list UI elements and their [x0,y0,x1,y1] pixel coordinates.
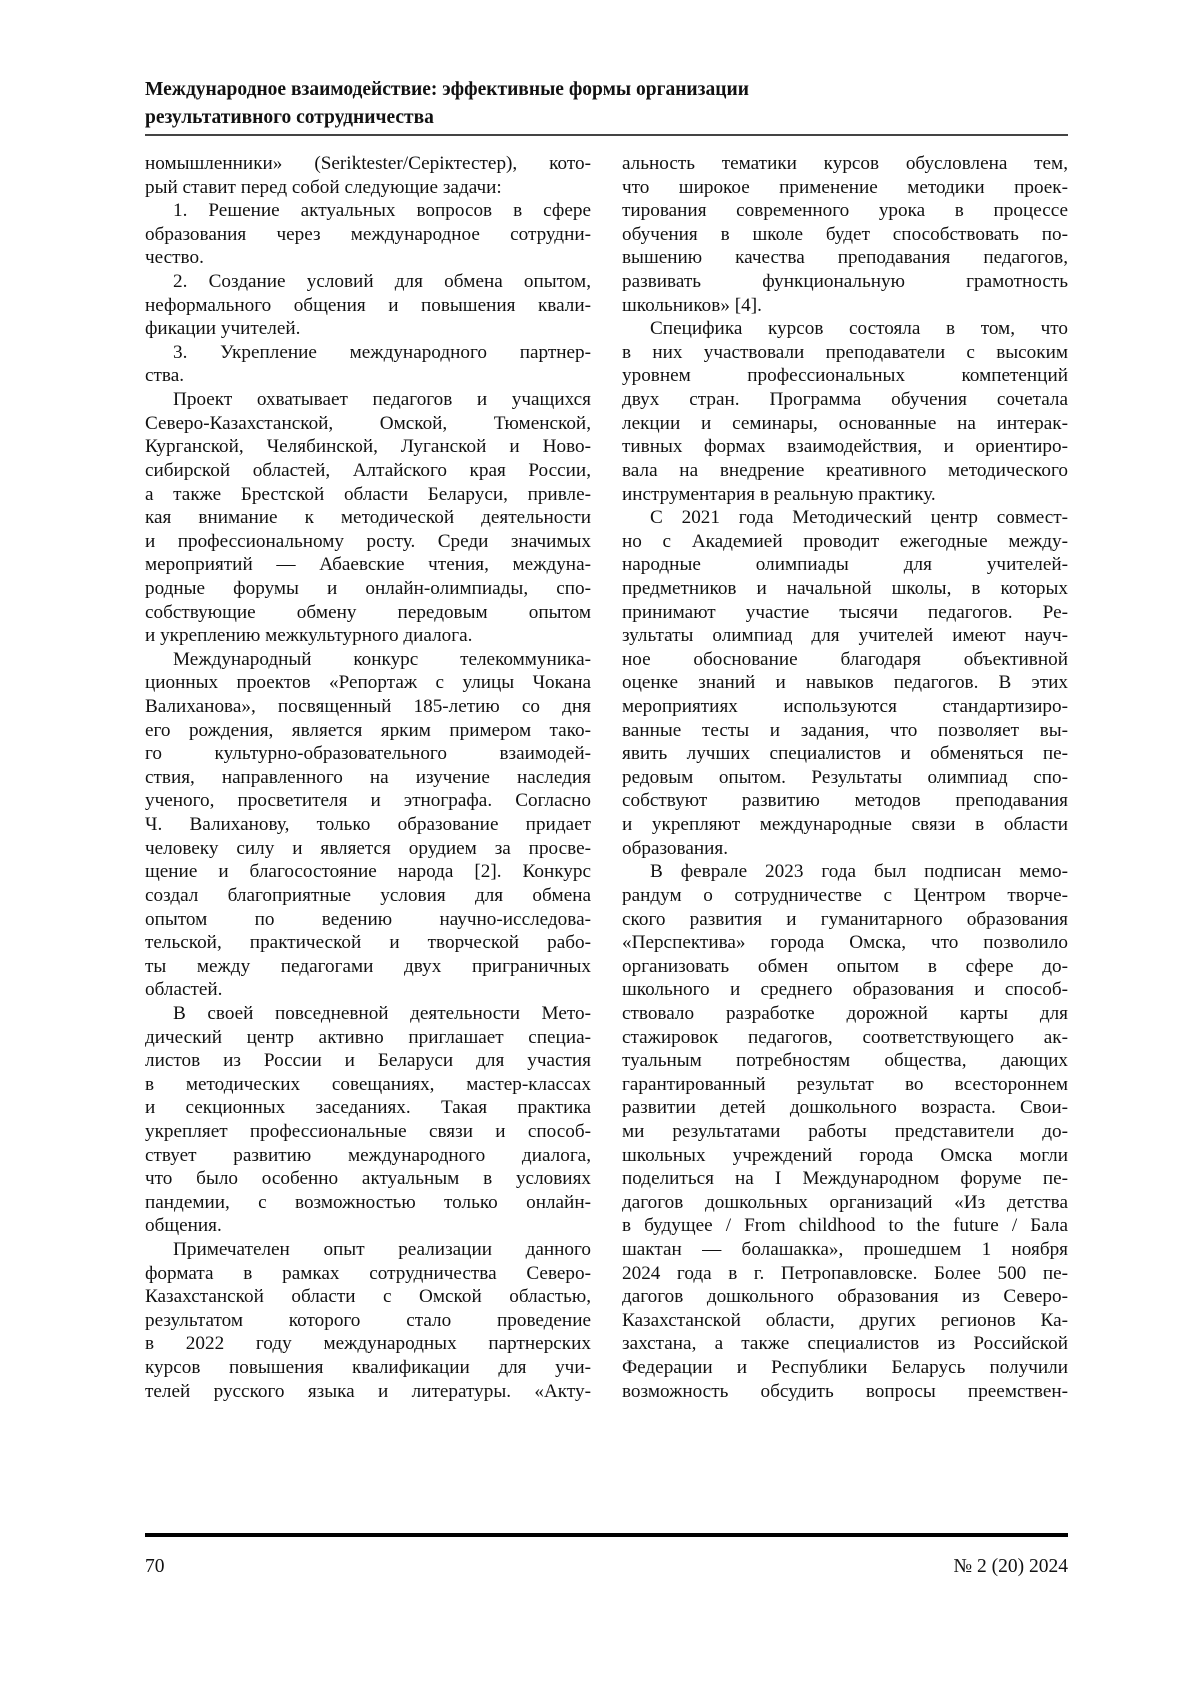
text-line: организовать обмен опытом в сфере до- [622,955,1068,979]
issue-number: № 2 (20) 2024 [954,1556,1068,1578]
text-line: шактан — болашакка», прошедшем 1 ноября [622,1238,1068,1262]
text-line: Международный конкурс телекоммуника- [145,648,591,672]
text-line: ты между педагогами двух приграничных [145,955,591,979]
paragraph [622,860,1068,1403]
text-line: 2. Создание условий для обмена опытом, [145,270,591,294]
text-line: захстана, а также специалистов из Российской [622,1332,1068,1356]
text-line: листов из России и Беларуси для участия [145,1049,591,1073]
paragraph [622,317,1068,506]
text-line: его рождения, является ярким примером тако- [145,719,591,743]
text-line: собствующие обмену передовым опытом [145,601,591,625]
text-line: неформального общения и повышения квали- [145,294,591,318]
text-line: мероприятиях используются стандартизиро- [622,695,1068,719]
text-line: дагогов дошкольного образования из Северо- [622,1285,1068,1309]
paragraph [145,388,591,648]
text-line: и профессиональному росту. Среди значимых [145,530,591,554]
text-line: результатом которого стало проведение [145,1309,591,1333]
text-line: Казахстанской области с Омской областью, [145,1285,591,1309]
text-line: школьников» [4]. [622,294,1068,318]
text-line: собствуют развитию методов преподавания [622,789,1068,813]
text-line: что широкое применение методики проек- [622,176,1068,200]
text-line: щение и благосостояние народа [2]. Конкурс [145,860,591,884]
text-line: тельской, практической и творческой рабо- [145,931,591,955]
text-line: фикации учителей. [145,317,591,341]
text-line: формата в рамках сотрудничества Северо- [145,1262,591,1286]
paragraph [145,341,591,388]
text-line: В феврале 2023 года был подписан мемо- [622,860,1068,884]
text-line: оценке знаний и навыков педагогов. В этих [622,671,1068,695]
text-line: развитии детей дошкольного возраста. Свои- [622,1096,1068,1120]
text-line: явить лучших специалистов и обменяться пе- [622,742,1068,766]
text-line: мероприятий — Абаевские чтения, междуна- [145,553,591,577]
text-line: «Перспектива» города Омска, что позволило [622,931,1068,955]
text-line: школьного и среднего образования и способ- [622,978,1068,1002]
text-line: в них участвовали преподаватели с высоким [622,341,1068,365]
paragraph [622,506,1068,860]
text-line: в методических совещаниях, мастер-классах [145,1073,591,1097]
text-line: общения. [145,1214,591,1238]
text-line: предметников и начальной школы, в которых [622,577,1068,601]
text-line: создал благоприятные условия для обмена [145,884,591,908]
text-line: кая внимание к методической деятельности [145,506,591,530]
text-line: ванные тесты и задания, что позволяет вы- [622,719,1068,743]
footer-divider [145,1533,1068,1537]
text-line: В своей повседневной деятельности Мето- [145,1002,591,1026]
text-line: рый ставит перед собой следующие задачи: [145,176,591,200]
text-line: вала на внедрение креативного методического [622,459,1068,483]
text-line: зультаты олимпиад для учителей имеют науч- [622,624,1068,648]
text-line: ученого, просветителя и этнографа. Согласно [145,789,591,813]
paragraph [145,270,591,341]
text-line: обучения в школе будет способствовать по- [622,223,1068,247]
text-line: образования. [622,837,1068,861]
text-line: областей. [145,978,591,1002]
running-header-line-1: Международное взаимодействие: эффективные формы организации [145,76,1068,104]
text-line: го культурно-образовательного взаимодей- [145,742,591,766]
text-line: пандемии, с возможностью только онлайн- [145,1191,591,1215]
text-line: народные олимпиады для учителей- [622,553,1068,577]
paragraph [622,152,1068,317]
text-line: 3. Укрепление международного партнер- [145,341,591,365]
text-line: рандум о сотрудничестве с Центром творче- [622,884,1068,908]
running-header [145,76,1068,132]
text-line: инструментария в реальную практику. [622,483,1068,507]
text-line: уровнем профессиональных компетенций [622,364,1068,388]
text-line: человеку силу и является орудием за просве- [145,837,591,861]
text-line: С 2021 года Методический центр совмест- [622,506,1068,530]
text-line: опытом по ведению научно-исследова- [145,908,591,932]
text-line: тивных формах взаимодействия, и ориентиро- [622,435,1068,459]
text-line: Федерации и Республики Беларусь получили [622,1356,1068,1380]
right-text-column [622,152,1068,1403]
paragraph [145,152,591,199]
paragraph [145,199,591,270]
text-line: ционных проектов «Репортаж с улицы Чокана [145,671,591,695]
text-line: Казахстанской области, других регионов Ка- [622,1309,1068,1333]
paragraph [145,1002,591,1238]
text-line: в будущее / From childhood to the future / Бала [622,1214,1068,1238]
text-line: в 2022 году международных партнерских [145,1332,591,1356]
text-line: Валиханова», посвященный 185-летию со дня [145,695,591,719]
text-line: Курганской, Челябинской, Луганской и Ново- [145,435,591,459]
text-line: 1. Решение актуальных вопросов в сфере [145,199,591,223]
text-line: курсов повышения квалификации для учи- [145,1356,591,1380]
text-line: но с Академией проводит ежегодные между- [622,530,1068,554]
page-number: 70 [145,1556,165,1578]
header-divider [145,134,1068,136]
paragraph [145,648,591,1002]
text-line: ства. [145,364,591,388]
text-line: лекции и семинары, основанные на интерак- [622,412,1068,436]
text-line: туальным потребностям общества, дающих [622,1049,1068,1073]
text-line: что было особенно актуальным в условиях [145,1167,591,1191]
text-line: гарантированный результат во всестороннем [622,1073,1068,1097]
text-line: образования через международное сотрудни- [145,223,591,247]
text-line: Проект охватывает педагогов и учащихся [145,388,591,412]
text-line: ствовало разработке дорожной карты для [622,1002,1068,1026]
text-line: укрепляет профессиональные связи и способ- [145,1120,591,1144]
text-line: ное обоснование благодаря объективной [622,648,1068,672]
text-line: родные форумы и онлайн-олимпиады, спо- [145,577,591,601]
text-line: возможность обсудить вопросы преемствен- [622,1380,1068,1404]
text-line: Специфика курсов состояла в том, что [622,317,1068,341]
text-line: Ч. Валиханову, только образование придает [145,813,591,837]
text-line: принимают участие тысячи педагогов. Ре- [622,601,1068,625]
text-line: и укрепляют международные связи в области [622,813,1068,837]
text-line: ствия, направленного на изучение наследия [145,766,591,790]
text-line: двух стран. Программа обучения сочетала [622,388,1068,412]
text-line: Северо-Казахстанской, Омской, Тюменской, [145,412,591,436]
text-line: ствует развитию международного диалога, [145,1144,591,1168]
left-text-column [145,152,591,1403]
text-line: ского развития и гуманитарного образования [622,908,1068,932]
text-line: ми результатами работы представители до- [622,1120,1068,1144]
paragraph [145,1238,591,1403]
text-line: развивать функциональную грамотность [622,270,1068,294]
text-line: сибирской областей, Алтайского края России, [145,459,591,483]
text-line: тирования современного урока в процессе [622,199,1068,223]
text-line: номышленники» (Seriktester/Серіктестер), кото- [145,152,591,176]
text-line: и секционных заседаниях. Такая практика [145,1096,591,1120]
text-line: чество. [145,246,591,270]
running-header-line-2: результативного сотрудничества [145,104,1068,132]
text-line: стажировок педагогов, соответствующего ак- [622,1026,1068,1050]
text-line: школьных учреждений города Омска могли [622,1144,1068,1168]
text-line: Примечателен опыт реализации данного [145,1238,591,1262]
text-line: поделиться на I Международном форуме пе- [622,1167,1068,1191]
text-line: альность тематики курсов обусловлена тем, [622,152,1068,176]
text-line: дический центр активно приглашает специа- [145,1026,591,1050]
text-line: а также Брестской области Беларуси, привле- [145,483,591,507]
text-line: редовым опытом. Результаты олимпиад спо- [622,766,1068,790]
text-line: и укреплению межкультурного диалога. [145,624,591,648]
text-line: дагогов дошкольных организаций «Из детства [622,1191,1068,1215]
text-line: вышению качества преподавания педагогов, [622,246,1068,270]
text-line: телей русского языка и литературы. «Акту- [145,1380,591,1404]
text-line: 2024 года в г. Петропавловске. Более 500 пе- [622,1262,1068,1286]
